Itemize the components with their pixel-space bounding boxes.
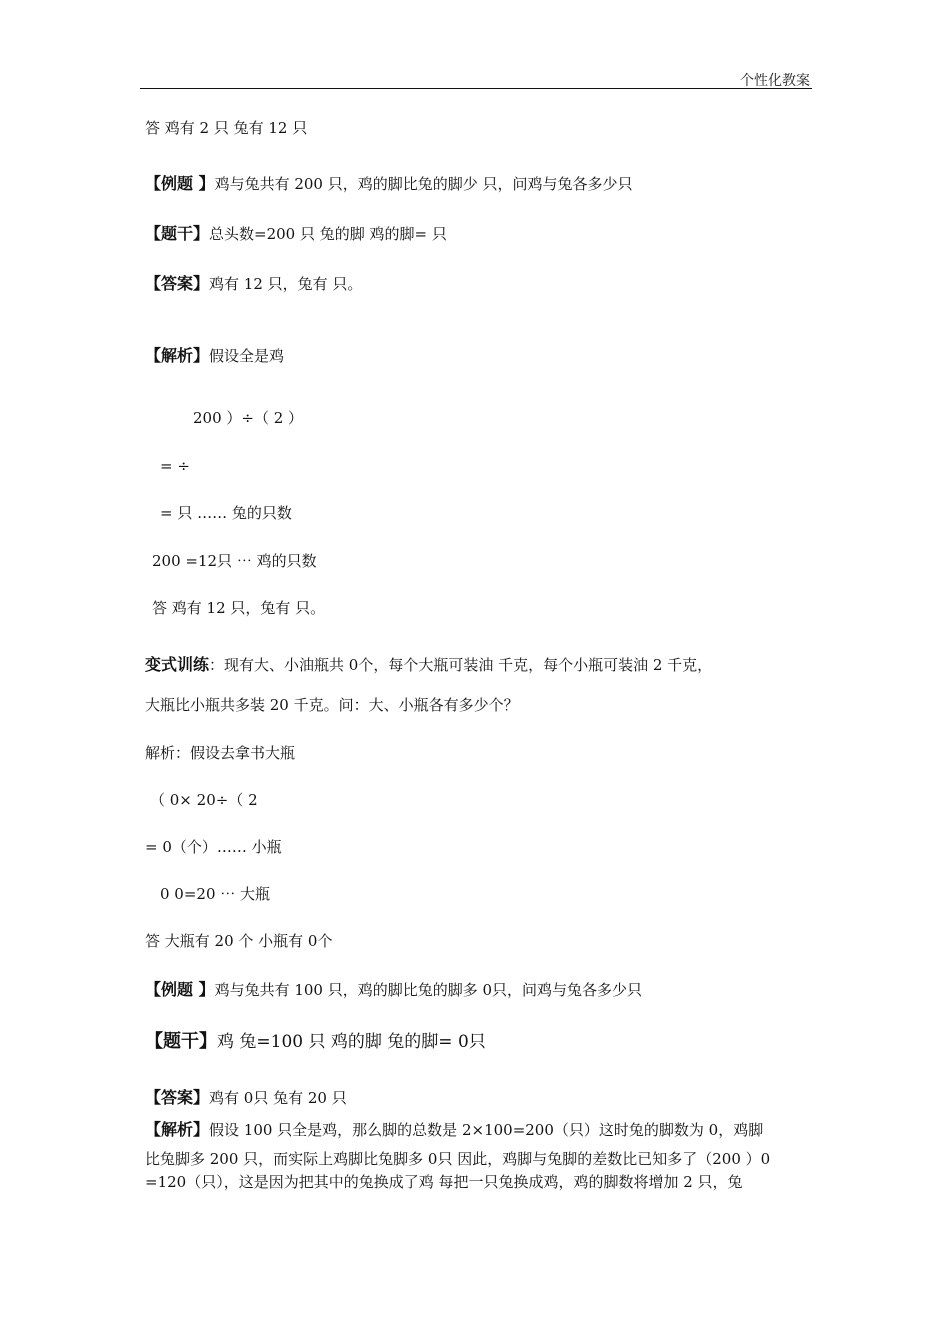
header-rule	[140, 88, 812, 89]
answer-line-2	[152, 598, 325, 618]
answer-tag-line-2	[145, 1088, 347, 1108]
line-text: ：现有大、小油瓶共 0个，每个大瓶可装油 千克，每个小瓶可装油 2 千克，	[209, 656, 713, 674]
variant-tag: 变式训练	[145, 655, 210, 674]
analysis-line-4	[145, 1172, 743, 1192]
page-header-title: 个性化教案	[740, 73, 810, 89]
line-text: 鸡 兔=100 只 鸡的脚 兔的脚= 0只	[217, 1032, 486, 1052]
example-line-1	[145, 174, 633, 194]
line-text: 鸡有 0只 兔有 20 只	[209, 1089, 347, 1107]
calc-line-2	[160, 456, 190, 476]
line-text: （ 0× 20÷（ 2	[150, 791, 258, 809]
line-text: = 0（个）…… 小瓶	[145, 838, 282, 856]
variant-calc-line-1	[150, 790, 258, 810]
variant-calc-line-2	[145, 837, 282, 857]
example-tag: 【例题 】	[145, 980, 215, 999]
line-text: 假设全是鸡	[209, 347, 285, 365]
line-text: 鸡与兔共有 100 只，鸡的脚比兔的脚多 0只，问鸡与兔各多少只	[214, 981, 643, 999]
line-text: 200 =12只 ⋯ 鸡的只数	[152, 552, 317, 570]
analysis-tag: 【解析】	[145, 346, 210, 365]
line-text: =120（只），这是因为把其中的兔换成了鸡 每把一只兔换成鸡，鸡的脚数将增加 2 只，兔	[145, 1173, 743, 1191]
variant-question-line	[145, 695, 519, 715]
line-text: 0 0=20 ⋯ 大瓶	[160, 885, 271, 903]
answer-tag: 【答案】	[145, 274, 210, 293]
question-stem-line-2	[145, 1032, 486, 1052]
line-text: 假设 100 只全是鸡，那么脚的总数是 2×100=200（只）这时兔的脚数为 0，鸡脚	[209, 1121, 764, 1139]
variant-calc-line-3	[160, 884, 270, 904]
line-text: 200 ）÷（ 2 ）	[193, 409, 304, 427]
calc-line-4	[152, 551, 317, 571]
question-stem-line-1	[145, 224, 447, 244]
line-text: 鸡与兔共有 200 只，鸡的脚比兔的脚少 只，问鸡与兔各多少只	[214, 175, 633, 193]
analysis-tag: 【解析】	[145, 1120, 210, 1139]
variant-answer-line	[145, 931, 332, 951]
example-line-2	[145, 980, 642, 1000]
stem-tag: 【题干】	[145, 224, 210, 243]
answer-tag-line-1	[145, 274, 362, 294]
line-text: = ÷	[160, 457, 190, 475]
line-text: 答 大瓶有 20 个 小瓶有 0个	[145, 932, 333, 950]
line-text: 总头数=200 只 兔的脚 鸡的脚= 只	[209, 225, 447, 243]
line-text: 鸡有 12 只，兔有 只。	[209, 275, 363, 293]
line-text: 答 鸡有 12 只，兔有 只。	[152, 599, 326, 617]
line-text: 解析：假设去拿书大瓶	[145, 744, 296, 762]
answer-tag: 【答案】	[145, 1088, 210, 1107]
line-text: 大瓶比小瓶共多装 20 千克。问：大、小瓶各有多少个？	[145, 696, 519, 714]
analysis-line-3	[145, 1149, 770, 1169]
example-tag: 【例题 】	[145, 174, 215, 193]
variant-analysis-line	[145, 743, 295, 763]
variant-training-line	[145, 655, 712, 675]
calc-line-1	[193, 408, 303, 428]
stem-tag: 【题干】	[145, 1031, 217, 1052]
line-text: 答 鸡有 2 只 兔有 12 只	[145, 119, 308, 137]
line-text: = 只 …… 兔的只数	[160, 504, 292, 522]
analysis-line-1	[145, 346, 284, 366]
line-text: 比兔脚多 200 只，而实际上鸡脚比兔脚多 0只 因此，鸡脚与兔脚的差数比已知多了（200 ）0	[145, 1150, 771, 1168]
analysis-line-2	[145, 1120, 763, 1140]
calc-line-3	[160, 503, 292, 523]
answer-line-1	[145, 118, 307, 138]
